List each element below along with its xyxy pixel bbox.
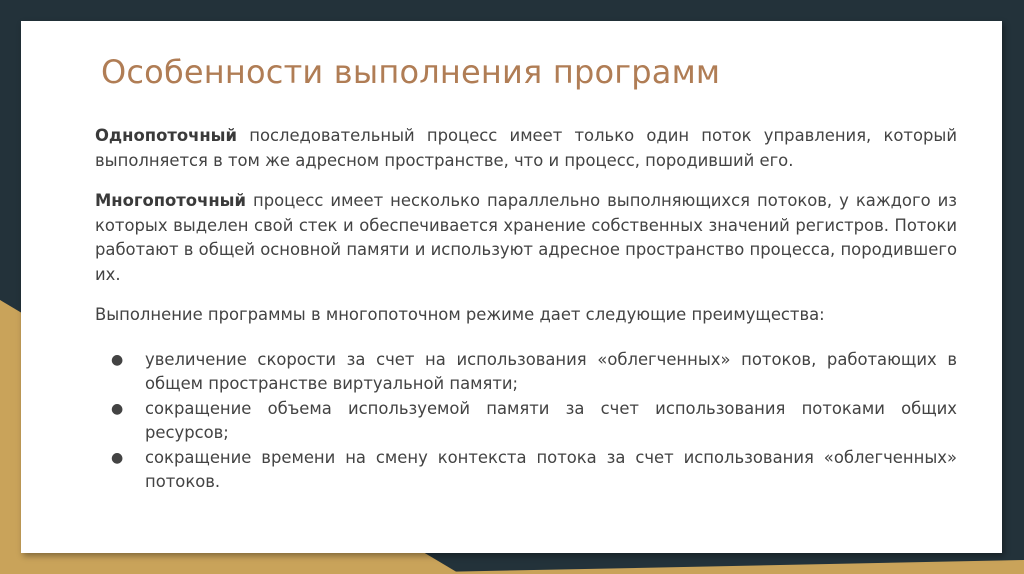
list-item [95,446,957,495]
slide-card [21,21,1002,553]
paragraph-multi-thread [95,189,957,287]
list-item [95,348,957,397]
paragraph-single-thread-text: последовательный процесс имеет только один поток управления, который выполняется в том же адресном пространстве, что и процесс, породивший его. [95,126,957,170]
slide-title: Особенности выполнения программ [101,53,721,91]
advantages-intro: Выполнение программы в многопоточном режиме дает следующие преимущества: [95,305,825,324]
advantages-list [95,348,957,495]
paragraph-multi-thread-text: процесс имеет несколько параллельно выполняющихся потоков, у каждого из которых выделен свой стек и обеспечивается хранение собственных значений регистров. Потоки работают в общей основной памяти и используют адресное пространство процесса, породившего их. [95,191,957,284]
slide-content [95,124,957,495]
term-single-thread: Однопоточный [95,126,237,145]
list-item [95,397,957,446]
list-item-text: увеличение скорости за счет на использования «облегченных» потоков, работающих в общем пространстве виртуальной памяти; [145,349,957,393]
list-item-text: сокращение объема используемой памяти за счет использования потоками общих ресурсов; [145,398,957,442]
bullet-icon: ● [111,449,124,466]
bullet-icon: ● [111,400,124,417]
bullet-icon: ● [111,351,124,368]
list-item-text: сокращение времени на смену контекста потока за счет использования «облегченных» потоков. [145,447,957,491]
paragraph-single-thread [95,124,957,173]
term-multi-thread: Многопоточный [95,191,246,210]
